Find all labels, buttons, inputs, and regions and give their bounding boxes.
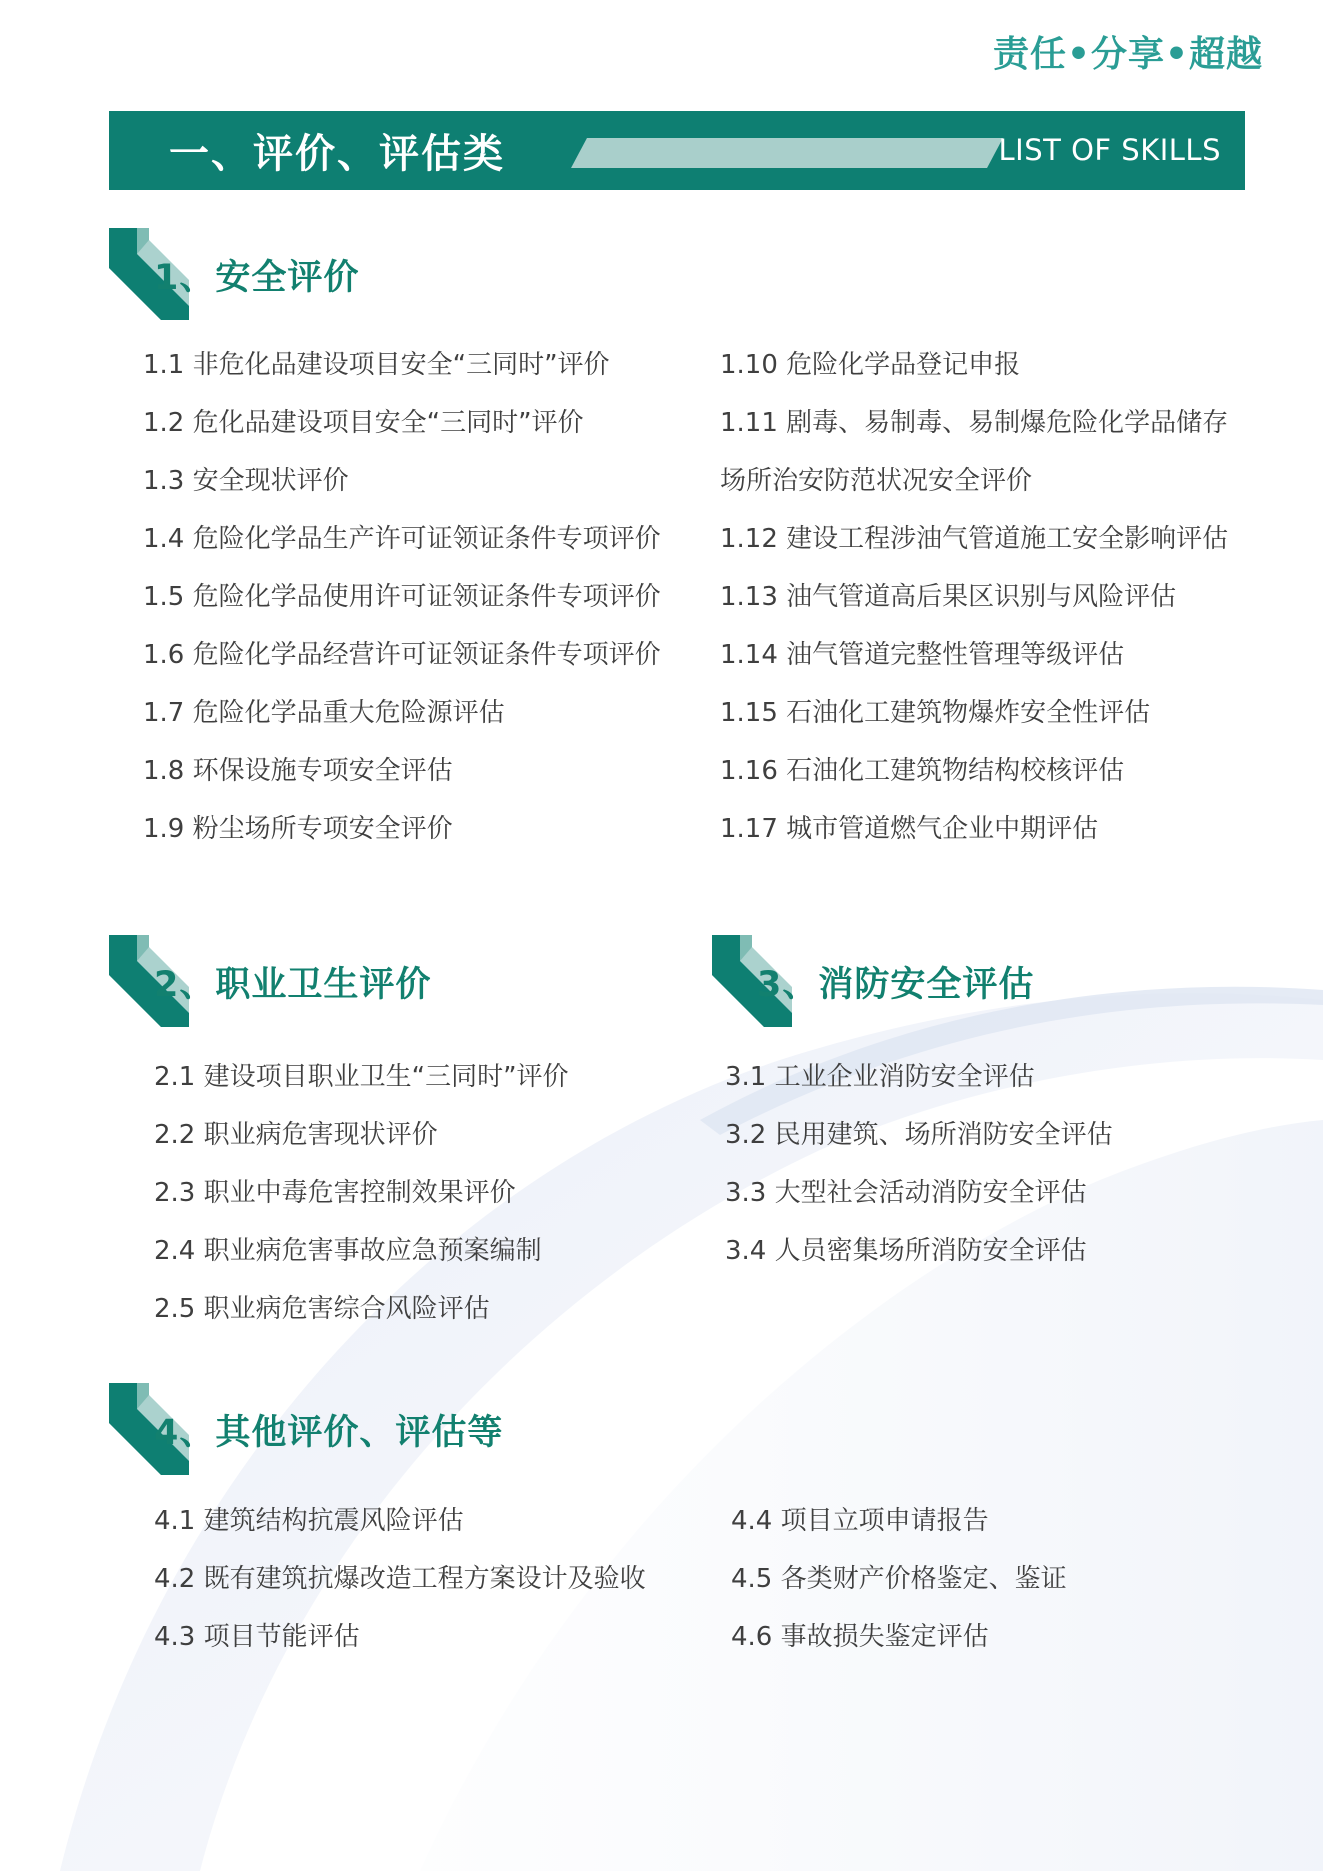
list-item: 场所治安防范状况安全评价	[720, 466, 1033, 496]
list-item: 1.10 危险化学品登记申报	[720, 350, 1021, 380]
list-item: 4.6 事故损失鉴定评估	[731, 1622, 989, 1652]
list-item: 3.3 大型社会活动消防安全评估	[725, 1178, 1087, 1208]
banner-subtitle-en: LIST OF SKILLS	[998, 133, 1221, 167]
list-item: 1.14 油气管道完整性管理等级评估	[720, 640, 1125, 670]
section-header-other	[109, 1383, 709, 1483]
list-item: 2.5 职业病危害综合风险评估	[154, 1294, 490, 1324]
list-item: 4.2 既有建筑抗爆改造工程方案设计及验收	[154, 1564, 646, 1594]
banner-title: 一、评价、评估类	[169, 131, 505, 177]
list-item: 2.3 职业中毒危害控制效果评价	[154, 1178, 516, 1208]
list-item: 3.1 工业企业消防安全评估	[725, 1062, 1035, 1092]
section-title: 4、其他评价、评估等	[154, 1413, 504, 1453]
section-title: 2、职业卫生评价	[154, 965, 432, 1005]
list-item: 1.13 油气管道高后果区识别与风险评估	[720, 582, 1177, 612]
list-item: 1.2 危化品建设项目安全“三同时”评价	[143, 408, 584, 438]
list-item: 1.17 城市管道燃气企业中期评估	[720, 814, 1099, 844]
list-item: 1.5 危险化学品使用许可证领证条件专项评价	[143, 582, 661, 612]
section-1-right-list	[720, 336, 1228, 858]
list-item: 4.3 项目节能评估	[154, 1622, 360, 1652]
list-item: 1.1 非危化品建设项目安全“三同时”评价	[143, 350, 610, 380]
section-2-list	[154, 1048, 569, 1338]
list-item: 1.4 危险化学品生产许可证领证条件专项评价	[143, 524, 661, 554]
list-item: 3.2 民用建筑、场所消防安全评估	[725, 1120, 1113, 1150]
list-item: 2.1 建设项目职业卫生“三同时”评价	[154, 1062, 569, 1092]
section-header-fire-safety	[712, 935, 1212, 1035]
list-item: 1.7 危险化学品重大危险源评估	[143, 698, 505, 728]
list-item: 3.4 人员密集场所消防安全评估	[725, 1236, 1087, 1266]
section-4-right-list	[731, 1492, 1067, 1666]
slogan: 责任•分享•超越	[992, 34, 1263, 75]
section-1-left-list	[143, 336, 661, 858]
list-item: 1.8 环保设施专项安全评估	[143, 756, 453, 786]
list-item: 2.2 职业病危害现状评价	[154, 1120, 438, 1150]
section-header-safety	[109, 228, 609, 328]
banner-stripe	[571, 138, 1003, 168]
list-item: 1.12 建设工程涉油气管道施工安全影响评估	[720, 524, 1229, 554]
list-item: 2.4 职业病危害事故应急预案编制	[154, 1236, 542, 1266]
list-item: 1.9 粉尘场所专项安全评价	[143, 814, 453, 844]
list-item: 4.5 各类财产价格鉴定、鉴证	[731, 1564, 1067, 1594]
list-item: 1.6 危险化学品经营许可证领证条件专项评价	[143, 640, 661, 670]
section-4-left-list	[154, 1492, 646, 1666]
list-item: 1.11 剧毒、易制毒、易制爆危险化学品储存	[720, 408, 1229, 438]
list-item: 4.4 项目立项申请报告	[731, 1506, 989, 1536]
category-banner	[109, 111, 1245, 190]
section-header-occupational-health	[109, 935, 609, 1035]
list-item: 1.3 安全现状评价	[143, 466, 349, 496]
list-item: 1.15 石油化工建筑物爆炸安全性评估	[720, 698, 1151, 728]
section-title: 3、消防安全评估	[757, 965, 1035, 1005]
list-item: 1.16 石油化工建筑物结构校核评估	[720, 756, 1125, 786]
section-title: 1、安全评价	[154, 258, 360, 298]
list-item: 4.1 建筑结构抗震风险评估	[154, 1506, 464, 1536]
section-3-list	[725, 1048, 1113, 1280]
